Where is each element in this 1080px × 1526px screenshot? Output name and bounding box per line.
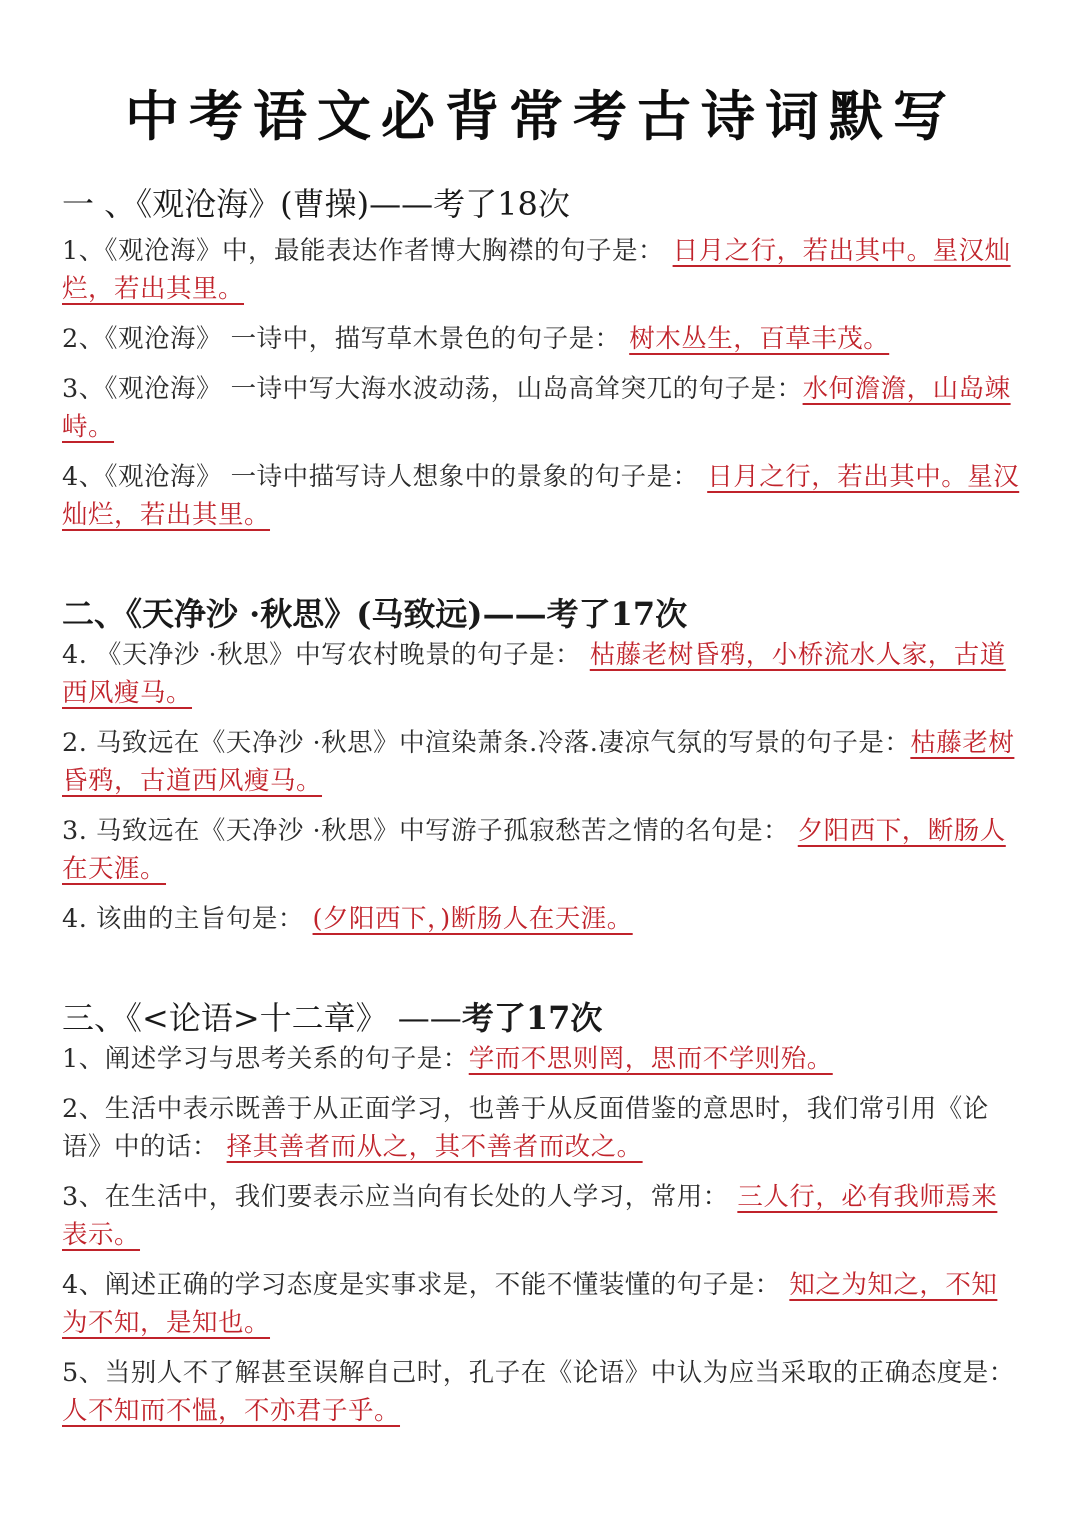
section-heading: 二、《天净沙 ·秋思》(马致远)——考了17次 — [62, 595, 688, 633]
section-tian-jing-sha — [62, 592, 1020, 938]
page-title: 中考语文必背常考古诗词默写 — [125, 85, 957, 148]
answer-text: 枯藤老树昏鸦，小桥流水人家，古道西风瘦马。 — [62, 640, 1006, 708]
question-item — [62, 1090, 1020, 1166]
answer-text: 树木丛生，百草丰茂。 — [629, 324, 890, 354]
section-lun-yu — [62, 996, 1020, 1430]
section-heading: 一 、《观沧海》(曹操)——考了18次 — [62, 185, 570, 223]
question-text: 4、阐述正确的学习态度是实事求是，不能不懂装懂的句子是： — [62, 1270, 790, 1300]
question-text: 4、《观沧海》 一诗中描写诗人想象中的景象的句子是： — [62, 462, 708, 492]
answer-text: 日月之行，若出其中。星汉灿烂，若出其里。 — [62, 236, 1011, 304]
question-item — [62, 370, 1020, 446]
answer-text: 择其善者而从之，其不善者而改之。 — [226, 1132, 643, 1162]
question-text: 2、生活中表示既善于从正面学习，也善于从反面借鉴的意思时，我们常引用《论语》中的话： — [62, 1094, 989, 1162]
question-text: 3. 马致远在《天净沙 ·秋思》中写游子孤寂愁苦之情的名句是： — [62, 816, 798, 846]
question-item — [62, 1266, 1020, 1342]
answer-text: 人不知而不愠，不亦君子乎。 — [62, 1396, 401, 1426]
question-item — [62, 232, 1020, 308]
answer-text: 日月之行，若出其中。星汉灿烂，若出其里。 — [62, 462, 1020, 530]
answer-text: 水何澹澹，山岛竦峙。 — [62, 374, 1011, 442]
question-text: 2. 马致远在《天净沙 ·秋思》中渲染萧条.冷落.凄凉气氛的写景的句子是： — [62, 728, 911, 758]
section-heading-prefix: 三、《<论语>十二章》 —— — [62, 999, 462, 1037]
section-heading-count: 考了17次 — [461, 999, 603, 1037]
question-text: 4. 《天净沙 ·秋思》中写农村晚景的句子是： — [62, 640, 590, 670]
question-item — [62, 1040, 1020, 1078]
question-item — [62, 812, 1020, 888]
answer-text: 枯藤老树昏鸦，古道西风瘦马。 — [62, 728, 1015, 796]
answer-text: 知之为知之，不知为不知，是知也。 — [62, 1270, 998, 1338]
question-text: 1、阐述学习与思考关系的句子是： — [62, 1044, 469, 1074]
question-text: 3、在生活中，我们要表示应当向有长处的人学习，常用： — [62, 1182, 738, 1212]
question-item — [62, 1178, 1020, 1254]
section-heading — [62, 996, 1020, 1040]
question-item — [62, 724, 1020, 800]
question-text: 2、《观沧海》 一诗中，描写草木景色的句子是： — [62, 324, 630, 354]
section-guan-cang-hai — [62, 182, 1020, 534]
question-item — [62, 1354, 1020, 1430]
question-text: 5、当别人不了解甚至误解自己时，孔子在《论语》中认为应当采取的正确态度是： — [62, 1358, 1015, 1388]
question-item — [62, 458, 1020, 534]
answer-text: 学而不思则罔，思而不学则殆。 — [468, 1044, 833, 1074]
answer-text: 三人行，必有我师焉来表示。 — [62, 1182, 998, 1250]
question-item — [62, 320, 1020, 358]
question-text: 1、《观沧海》中，最能表达作者博大胸襟的句子是： — [62, 236, 673, 266]
question-text: 4. 该曲的主旨句是： — [62, 904, 313, 934]
question-item — [62, 900, 1020, 938]
answer-text: 夕阳西下，断肠人在天涯。 — [62, 816, 1006, 884]
question-item — [62, 636, 1020, 712]
answer-text: (夕阳西下，)断肠人在天涯。 — [312, 904, 633, 934]
question-text: 3、《观沧海》 一诗中写大海水波动荡，山岛高耸突兀的句子是： — [62, 374, 803, 404]
